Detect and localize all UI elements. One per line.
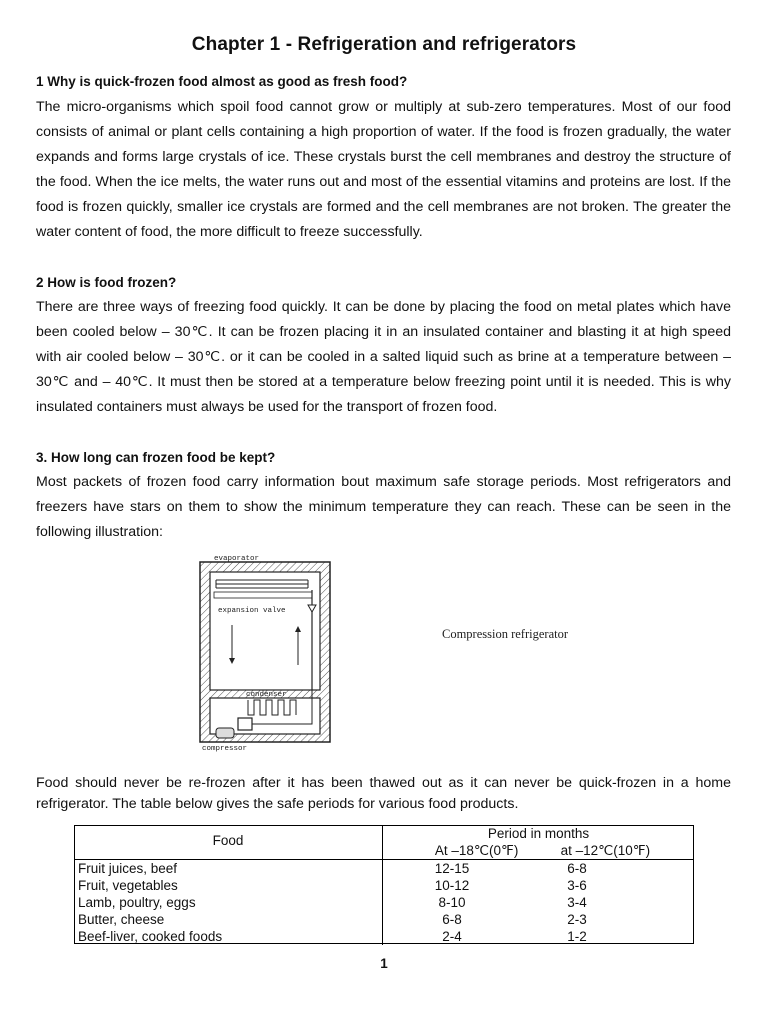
refrigerator-diagram (188, 550, 608, 760)
period-column-header (383, 825, 695, 860)
evaporator-label: evaporator (214, 555, 260, 563)
value-12c: 6-8 (567, 861, 587, 876)
figure-caption: Compression refrigerator (442, 627, 569, 641)
value-18c: 10-12 (434, 878, 470, 893)
section-2-text: There are three ways of freezing food quickly. It can be done by placing the food on metal plates which have been cooled below – 30℃. It can be frozen placing it in an insulated container and blasting it at high speed with air cooled below – 30℃. or it can be cooled in a salted liquid such as brine at a temperature between – 30℃ and – 40℃. It must then be stored at a temperature below freezing point until it is needed. This is why insulated containers must always be used for the transport of frozen food. (36, 299, 731, 415)
table-row (74, 911, 694, 928)
value-18c: 8-10 (438, 895, 466, 910)
page-title: Chapter 1 - Refrigeration and refrigerators (191, 34, 577, 55)
table-row (74, 894, 694, 911)
value-12c: 3-4 (567, 895, 587, 910)
food-cell: Lamb, poultry, eggs (74, 894, 383, 911)
value-12c: 2-3 (567, 912, 587, 927)
section-3-text: Most packets of frozen food carry information bout maximum safe storage periods. Most refrigerators and freezers have stars on them to show the minimum temperature they can reach. These can be seen in the following illustration: (36, 474, 731, 540)
section-2-heading: 2 How is food frozen? (36, 275, 177, 290)
section-1-heading: 1 Why is quick-frozen food almost as good as fresh food? (36, 74, 408, 89)
condenser-label: condenser (246, 691, 287, 699)
value-18c: 2-4 (442, 929, 462, 944)
table-row (74, 877, 694, 894)
food-column-header: Food (74, 825, 383, 860)
col-18c-header: At –18℃(0℉) (434, 843, 519, 858)
storage-table (74, 825, 694, 945)
page-number: 1 (380, 956, 388, 971)
compressor-box (238, 718, 252, 730)
value-18c: 12-15 (434, 861, 470, 876)
value-18c: 6-8 (442, 912, 462, 927)
food-cell: Beef-liver, cooked foods (74, 928, 383, 945)
value-12c: 3-6 (567, 878, 587, 893)
after-figure-text: Food should never be re-frozen after it has been thawed out as it can never be quick-frozen in a home refrigerator. The table below gives the safe periods for various food products. (36, 775, 731, 812)
compressor-cylinder (216, 728, 234, 738)
table-row (74, 860, 694, 878)
cabinet-interior (210, 572, 320, 690)
section-3-heading: 3. How long can frozen food be kept? (36, 450, 276, 465)
value-12c: 1-2 (567, 929, 587, 944)
table-header-row (74, 825, 694, 860)
expansion-valve-label: expansion valve (218, 607, 286, 615)
period-header-label: Period in months (487, 826, 590, 841)
table-row (74, 928, 694, 945)
food-cell: Butter, cheese (74, 911, 383, 928)
food-cell: Fruit, vegetables (74, 877, 383, 894)
section-1-text: The micro-organisms which spoil food cannot grow or multiply at sub-zero temperatures. Most of our food consists of animal or plant cells containing a high proportion of water. If the food is frozen gradually, the water expands and forms large crystals of ice. These crystals burst the cell membranes and destroy the structure of the food. When the ice melts, the water runs out and most of the essential vitamins and proteins are lost. If the food is frozen quickly, smaller ice crystals are formed and the cell membranes are not broken. The greater the water content of food, the more difficult to freeze successfully. (36, 99, 731, 240)
compressor-label: compressor (202, 745, 248, 753)
food-cell: Fruit juices, beef (74, 860, 383, 878)
col-12c-header: at –12℃(10℉) (560, 843, 651, 858)
